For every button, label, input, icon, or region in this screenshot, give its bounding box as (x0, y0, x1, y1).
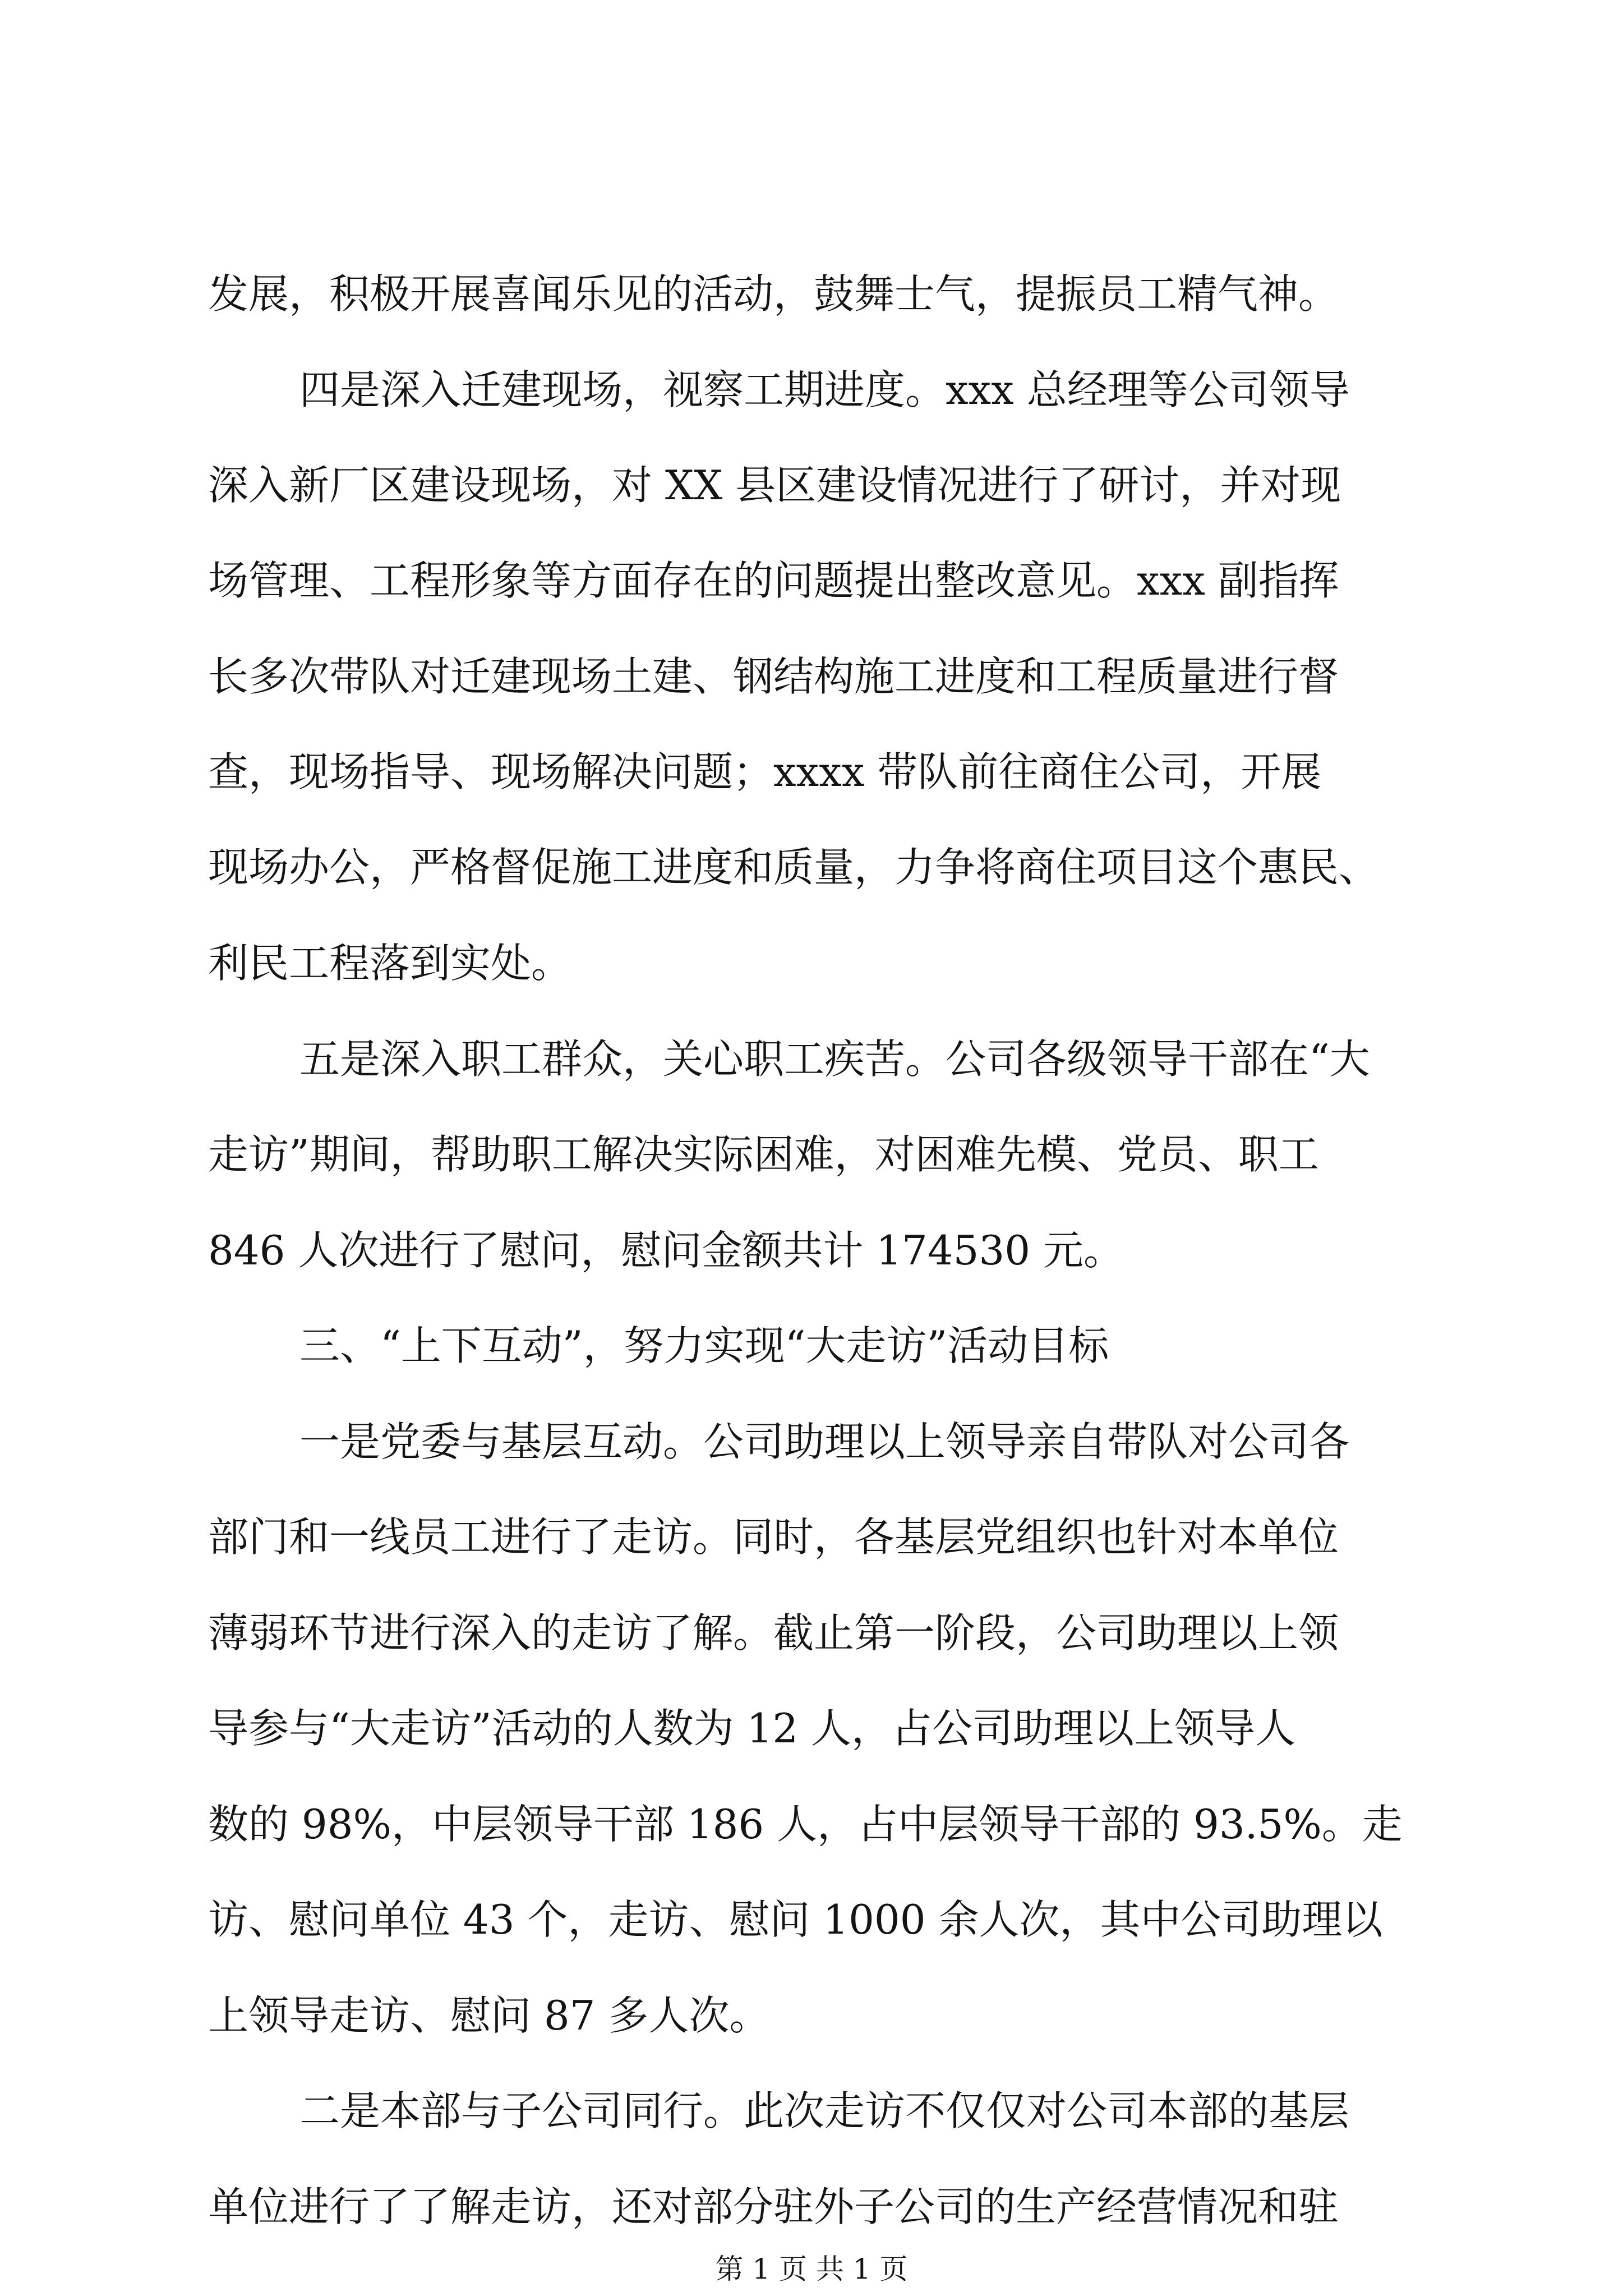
text-line: 发展，积极开展喜闻乐见的活动，鼓舞士气，提振员工精气神。 (208, 270, 1339, 318)
text-line: 数的 98%，中层领导干部 186 人，占中层领导干部的 93.5%。走 (208, 1801, 1403, 1848)
text-line: 现场办公，严格督促施工进度和质量，力争将商住项目这个惠民、 (208, 844, 1380, 891)
text-line: 部门和一线员工进行了走访。同时，各基层党组织也针对本单位 (208, 1513, 1339, 1561)
text-line: 五是深入职工群众，关心职工疾苦。公司各级领导干部在“大 (299, 1036, 1370, 1083)
section-heading: 三、“上下互动”，努力实现“大走访”活动目标 (299, 1322, 1109, 1369)
text-line: 一是党委与基层互动。公司助理以上领导亲自带队对公司各 (299, 1418, 1350, 1465)
text-line: 单位进行了了解走访，还对部分驻外子公司的生产经营情况和驻 (208, 2183, 1339, 2230)
text-line: 导参与“大走访”活动的人数为 12 人，占公司助理以上领导人 (208, 1705, 1296, 1752)
text-line: 访、慰问单位 43 个，走访、慰问 1000 余人次，其中公司助理以 (208, 1896, 1383, 1943)
text-line: 二是本部与子公司同行。此次走访不仅仅对公司本部的基层 (299, 2087, 1350, 2134)
text-line: 四是深入迁建现场，视察工期进度。xxx 总经理等公司领导 (299, 366, 1350, 413)
page-footer: 第 1 页 共 1 页 (715, 2253, 908, 2285)
text-line: 上领导走访、慰问 87 多人次。 (208, 1992, 770, 2039)
text-line: 长多次带队对迁建现场土建、钢结构施工进度和工程质量进行督 (208, 653, 1339, 700)
text-line: 查，现场指导、现场解决问题；xxxx 带队前往商住公司，开展 (208, 748, 1322, 795)
text-line: 846 人次进行了慰问，慰问金额共计 174530 元。 (208, 1227, 1124, 1274)
text-line: 走访”期间，帮助职工解决实际困难，对困难先模、党员、职工 (208, 1131, 1319, 1178)
text-line: 深入新厂区建设现场，对 XX 县区建设情况进行了研讨，并对现 (208, 462, 1341, 509)
text-line: 利民工程落到实处。 (208, 940, 572, 987)
text-line: 场管理、工程形象等方面存在的问题提出整改意见。xxx 副指挥 (208, 557, 1339, 604)
text-line: 薄弱环节进行深入的走访了解。截止第一阶段，公司助理以上领 (208, 1609, 1339, 1657)
